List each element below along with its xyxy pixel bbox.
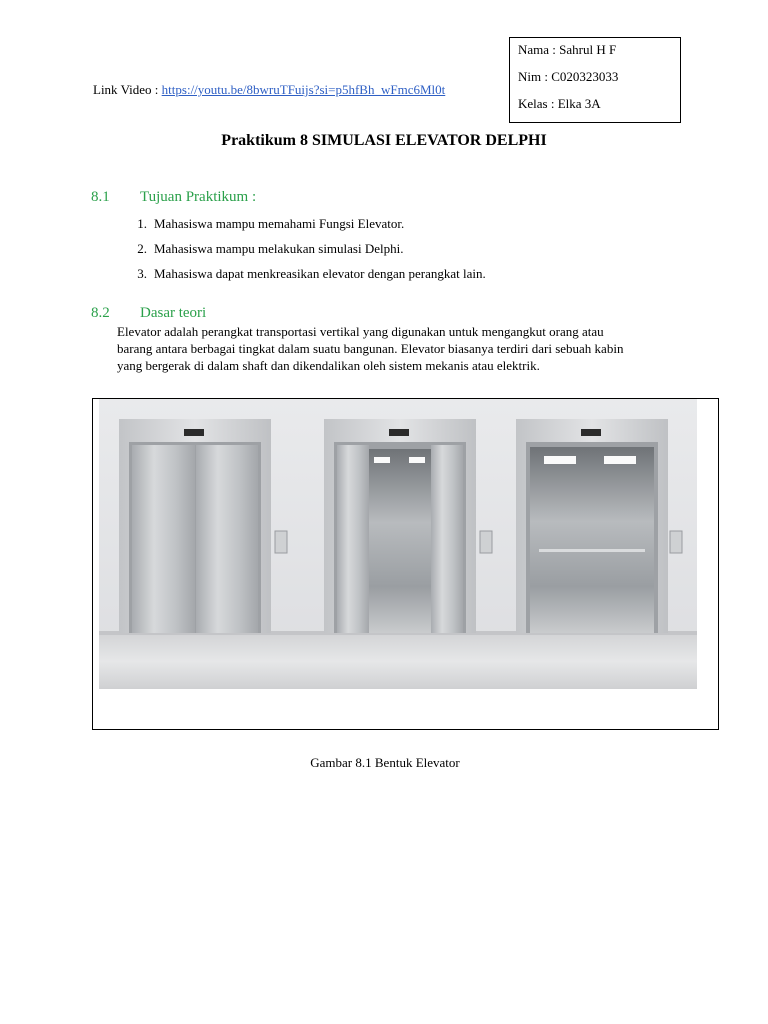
elevator-right <box>516 419 682 633</box>
student-name: Nama : Sahrul H F <box>518 42 617 57</box>
list-item-number: 1. <box>137 216 147 231</box>
list-item-number: 3. <box>137 266 147 281</box>
elevator-photo <box>99 399 697 689</box>
document-title: Praktikum 8 SIMULASI ELEVATOR DELPHI <box>221 132 547 149</box>
elevator-middle <box>324 419 492 633</box>
section-number: 8.1 <box>91 189 110 205</box>
paragraph-line: barang antara berbagai tingkat dalam suatu bangunan. Elevator biasanya terdiri dari sebuah kabin <box>117 341 624 356</box>
video-link-line <box>93 82 445 98</box>
section-title: Tujuan Praktikum : <box>140 189 257 205</box>
list-item-number: 2. <box>137 241 147 256</box>
video-link[interactable]: https://youtu.be/8bwruTFuijs?si=p5hfBh_wFmc6Ml0t <box>161 82 446 97</box>
paragraph-line: yang bergerak di dalam shaft dan dikendalikan oleh sistem mekanis atau elektrik. <box>117 358 540 373</box>
student-nim: Nim : C020323033 <box>518 69 619 84</box>
list-item-text: Mahasiswa mampu melakukan simulasi Delphi. <box>154 241 404 256</box>
theory-paragraph <box>117 323 687 374</box>
figure-caption: Gambar 8.1 Bentuk Elevator <box>310 755 460 770</box>
video-link-label: Link Video : <box>93 82 162 97</box>
student-class: Kelas : Elka 3A <box>518 96 601 111</box>
student-info-box <box>509 37 681 123</box>
section-title: Dasar teori <box>140 305 207 321</box>
section-number: 8.2 <box>91 305 110 321</box>
elevator-left <box>119 419 287 633</box>
list-item-text: Mahasiswa dapat menkreasikan elevator dengan perangkat lain. <box>154 266 486 281</box>
list-item-text: Mahasiswa mampu memahami Fungsi Elevator. <box>154 216 405 231</box>
paragraph-line: Elevator adalah perangkat transportasi vertikal yang digunakan untuk mengangkut orang atau <box>117 324 604 339</box>
